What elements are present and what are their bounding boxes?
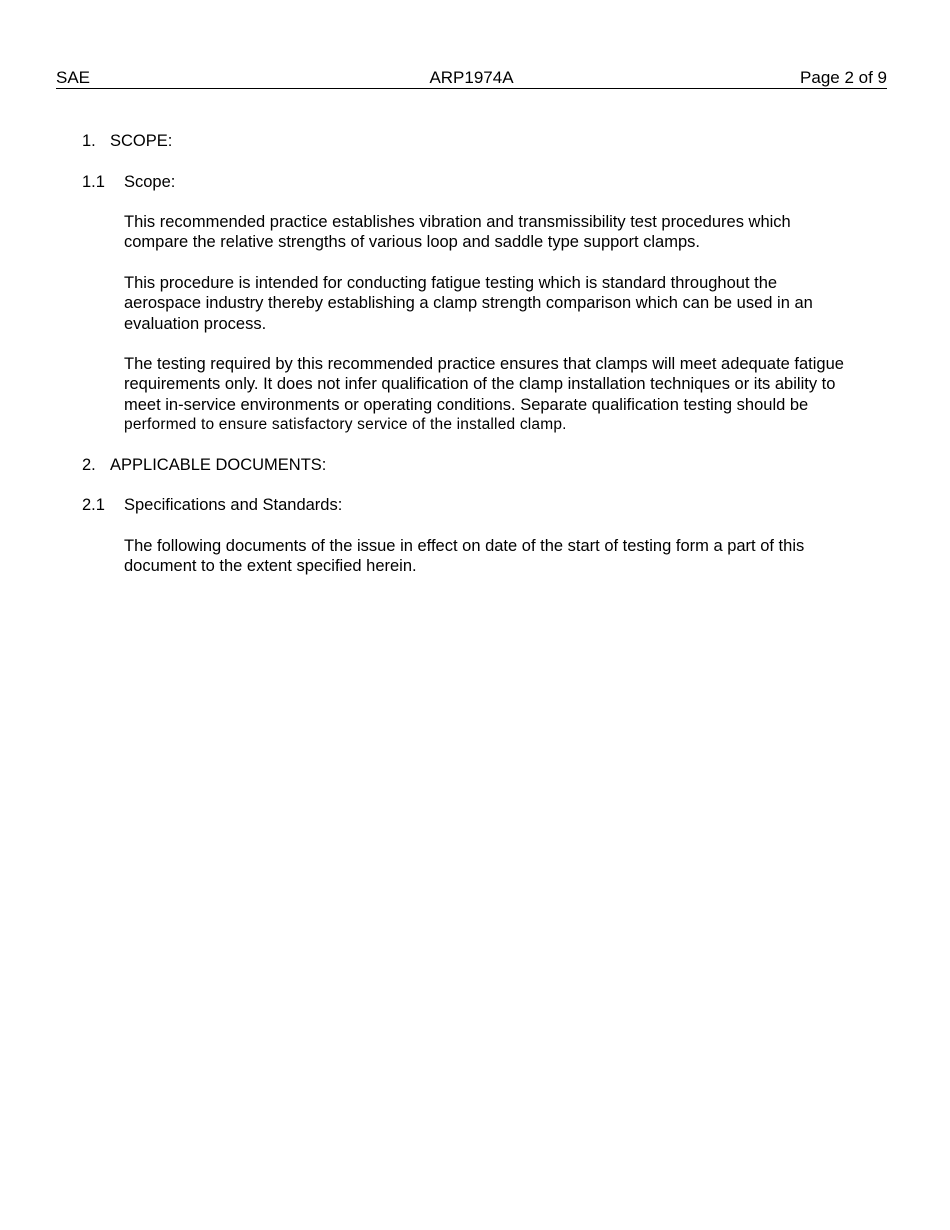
section-heading-1 [82, 131, 172, 151]
subsection-title: Specifications and Standards: [124, 496, 343, 514]
paragraph-line: aerospace industry thereby establishing a clamp strength comparison which can be used in an [124, 294, 813, 313]
header-document-number: ARP1974A [429, 68, 514, 87]
subsection-number: 2.1 [82, 496, 105, 514]
paragraph-line: This procedure is intended for conducting fatigue testing which is standard throughout the [124, 274, 778, 292]
paragraph-line: This recommended practice establishes vibration and transmissibility test procedures which [124, 213, 791, 231]
paragraph-line: The testing required by this recommended practice ensures that clamps will meet adequate fatigue [124, 355, 844, 373]
subsection-heading-1-1 [82, 172, 175, 192]
header-page-number: Page 2 of 9 [800, 68, 887, 87]
subsection-title: Scope: [124, 173, 176, 191]
section-heading-2 [82, 455, 326, 475]
subsection-number: 1.1 [82, 173, 105, 191]
section-title: APPLICABLE DOCUMENTS: [110, 456, 327, 474]
paragraph-line: document to the extent specified herein. [124, 557, 417, 576]
paragraph-line: The following documents of the issue in effect on date of the start of testing form a part of this [124, 537, 805, 555]
section-number: 1. [82, 132, 96, 150]
paragraph-line: performed to ensure satisfactory service of the installed clamp. [124, 415, 567, 433]
paragraph-scope-1 [124, 212, 884, 253]
paragraph-scope-2 [124, 273, 884, 334]
paragraph-line: evaluation process. [124, 314, 267, 333]
paragraph-line: requirements only. It does not infer qualification of the clamp installation techniques or its ability to [124, 375, 836, 394]
paragraph-line: meet in-service environments or operating conditions. Separate qualification testing should be [124, 395, 809, 414]
header-organization: SAE [56, 68, 91, 87]
section-number: 2. [82, 456, 96, 474]
paragraph-scope-3 [124, 354, 884, 435]
section-title: SCOPE: [110, 132, 173, 150]
paragraph-line: compare the relative strengths of various loop and saddle type support clamps. [124, 233, 700, 252]
page-header [56, 68, 887, 89]
subsection-heading-2-1 [82, 495, 342, 515]
paragraph-specifications [124, 536, 884, 577]
